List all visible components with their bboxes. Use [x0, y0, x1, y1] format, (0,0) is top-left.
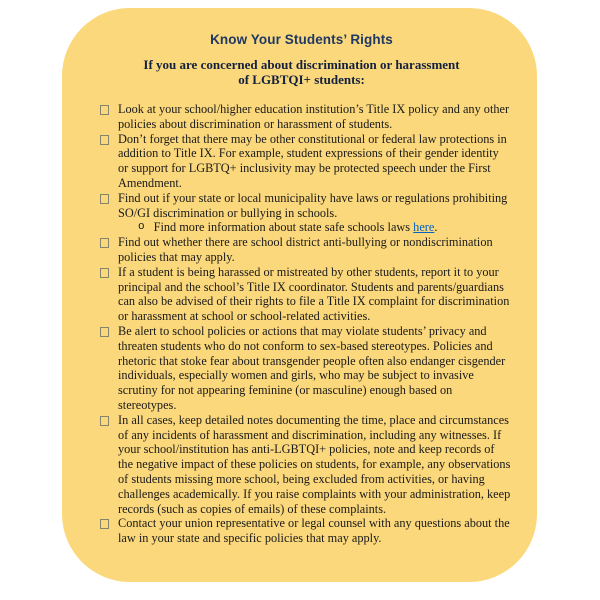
sub-list-item [138, 220, 511, 235]
list-item-text: Don’t forget that there may be other constitutional or federal law protections in addition to Title IX. For example, student expressions of their gender identity or support for LGBTQ+ inclusivity may be protected speech under the First Amendment. [118, 131, 507, 190]
list-item-text: In all cases, keep detailed notes documenting the time, place and circumstances of any incidents of harassment and discrimination, including any witnesses. If your school/institution has anti-LGBTQI+ policies, note and keep records of the negative impact of these policies on students, for example, any observations of students missing more school, being excluded from activities, or having challenges academically. If you raise complaints with your administration, keep records (such as copies of emails) of these complaints. [118, 412, 511, 516]
checkbox-bullet-icon [100, 238, 109, 248]
checkbox-bullet-icon [100, 268, 109, 278]
sub-text-before: Find more information about state safe schools laws [153, 220, 414, 235]
subtitle [100, 57, 511, 87]
page-title: Know Your Students’ Rights [210, 32, 393, 47]
checkbox-bullet-icon [100, 135, 109, 145]
checkbox-bullet-icon [100, 194, 109, 204]
circle-bullet-icon: o [138, 221, 145, 234]
sub-text-after: . [434, 220, 438, 235]
list-item [100, 413, 511, 517]
list-item-text: Contact your union representative or legal counsel with any questions about the law in your state and specific policies that may apply. [118, 516, 510, 546]
rights-list [100, 102, 511, 546]
here-link[interactable]: here [413, 220, 435, 235]
list-item [100, 191, 511, 235]
list-item [100, 516, 511, 546]
list-item [100, 102, 511, 132]
list-item [100, 235, 511, 265]
subtitle-line1: If you are concerned about discrimination or harassment [143, 57, 460, 72]
checkbox-bullet-icon [100, 519, 109, 529]
list-item [100, 132, 511, 191]
list-item-text [118, 191, 511, 235]
info-card [62, 8, 537, 582]
checkbox-bullet-icon [100, 416, 109, 426]
list-item-text-main: Find out if your state or local municipality have laws or regulations prohibiting SO/GI discrimination or bullying in schools. [118, 190, 508, 220]
list-item-text: Be alert to school policies or actions that may violate students’ privacy and threaten students who do not conform to sex-based stereotypes. Policies and rhetoric that stoke fear about transgender people often also endanger cisgender individuals, especially women and girls, who may be subject to invasive scrutiny for not appearing feminine (or masculine) enough based on stereotypes. [118, 323, 506, 412]
list-item [100, 265, 511, 324]
sub-list-item-text [154, 220, 438, 235]
list-item-text: Look at your school/higher education institution’s Title IX policy and any other policies about discrimination or harassment of students. [118, 102, 510, 131]
list-item [100, 324, 511, 413]
subtitle-line2: of LGBTQI+ students: [238, 72, 365, 87]
checkbox-bullet-icon [100, 105, 109, 115]
list-item-text: If a student is being harassed or mistreated by other students, report it to your principal and the school’s Title IX coordinator. Students and parents/guardians can also be advised of their rights to file a Title IX complaint for discrimination or harassment at school or school-related activities. [118, 264, 510, 324]
checkbox-bullet-icon [100, 327, 109, 337]
list-item-text: Find out whether there are school district anti-bullying or nondiscrimination policies that may apply. [118, 235, 493, 264]
